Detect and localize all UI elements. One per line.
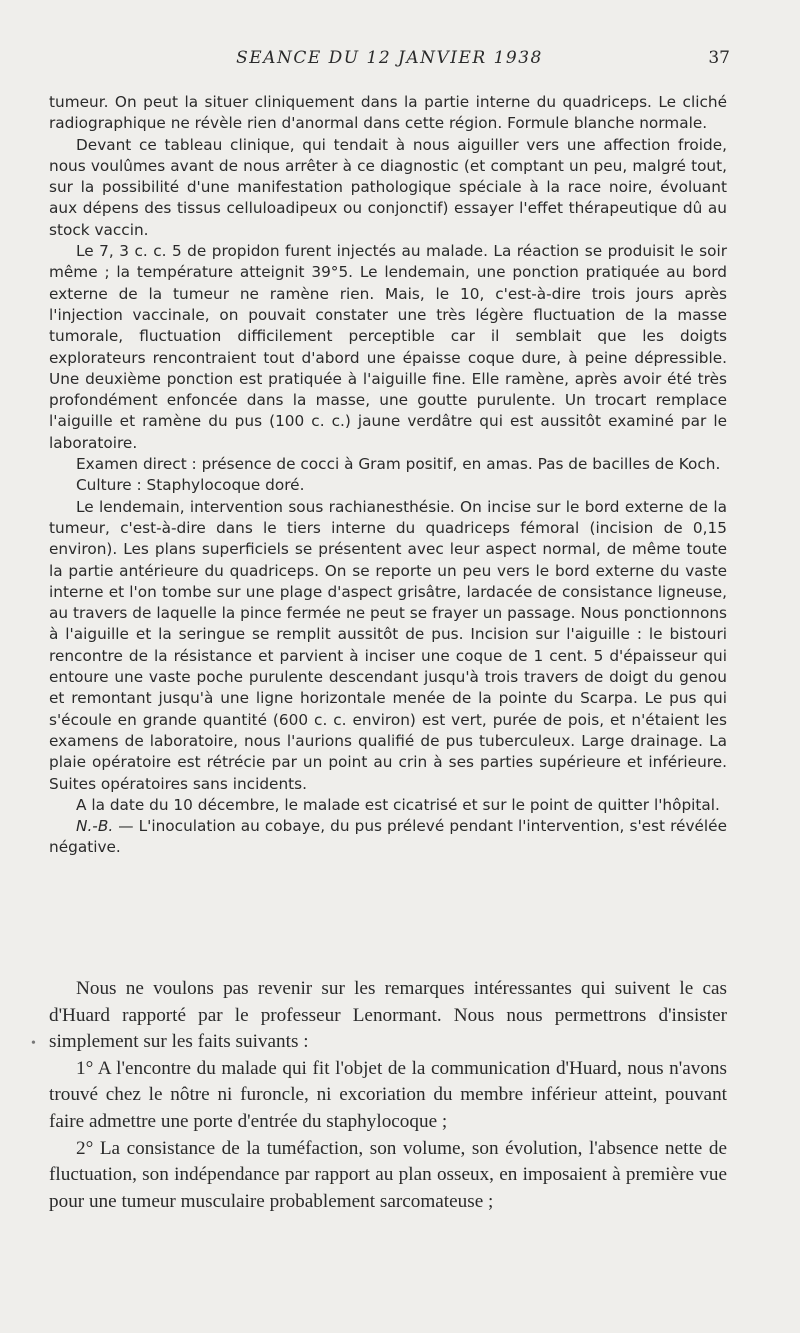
paragraph: Le lendemain, intervention sous rachianesthésie. On incise sur le bord externe de la tumeur, c'est-à-dire dans le tiers interne du quadriceps fémoral (incision de 0,15 environ). Les plans superficiels se présentent avec leur aspect normal, de même toute la partie antérieure du quadriceps. On se reporte un peu vers le bord externe du vaste interne et l'on tombe sur une plage d'aspect grisâtre, lardacée de consistance ligneuse, au travers de laquelle la pince fermée ne peut se frayer un passage. Nous ponctionnons à l'aiguille et la seringue se remplit aussitôt de pus. Incision sur l'aiguille : le bistouri rencontre de la résistance et parvient à inciser une coque de 1 cent. 5 d'épaisseur qui entoure une vaste poche purulente descendant jusqu'à trois travers de doigt du genou et remontant jusqu'à une ligne horizontale menée de la pointe du Scarpa. Le pus qui s'écoule en grande quantité (600 c. c. environ) est vert, purée de pois, et n'étaient les examens de laboratoire, nous l'aurions qualifié de pus tuberculeux. Large drainage. La plaie opératoire est rétrécie par un point au crin à ses parties supérieure et inférieure. Suites opératoires sans incidents. [49, 497, 727, 793]
note-text: — L'inoculation au cobaye, du pus prélevé pendant l'intervention, s'est révélée négative. [49, 817, 727, 857]
page-number: 37 [708, 48, 730, 68]
running-title: SEANCE DU 12 JANVIER 1938 [236, 48, 543, 68]
note-paragraph [49, 816, 727, 859]
paragraph: Examen direct : présence de cocci à Gram positif, en amas. Pas de bacilles de Koch. [76, 455, 721, 474]
running-header [49, 48, 730, 72]
paragraph: Le 7, 3 c. c. 5 de propidon furent injectés au malade. La réaction se produisit le soir même ; la température atteignit 39°5. Le lendemain, une ponction pratiquée au bord externe de la tumeur ne ramène rien. Mais, le 10, c'est-à-dire trois jours après l'injection vaccinale, on pouvait constater une très légère fluctuation de la masse tumorale, fluctuation difficilement perceptible car il semblait que les doigts explorateurs rencontraient tout d'abord une épaisse coque dure, à peine dépressible. Une deuxième ponction est pratiquée à l'aiguille fine. Elle ramène, après avoir été très profondément enfoncée dans la masse, une goutte purulente. Un trocart remplace l'aiguille et ramène du pus (100 c. c.) jaune verdâtre qui est aussitôt examiné par le laboratoire. [49, 242, 727, 452]
paragraph: Devant ce tableau clinique, qui tendait à nous aiguiller vers une affection froide, nous voulûmes avant de nous arrêter à ce diagnostic (et comptant un peu, malgré tout, sur la possibilité d'une manifestation pathologique spéciale à la race noire, évoluant aux dépens des tissus celluloadipeux ou conjonctif) essayer l'effet thérapeutique dû au stock vaccin. [49, 135, 727, 239]
margin-mark: • [31, 1036, 36, 1051]
paragraph: Nous ne voulons pas revenir sur les remarques intéressantes qui suivent le cas d'Huard rapporté par le professeur Lenormant. Nous nous permettrons d'insister simplement sur les faits suivants : [49, 978, 727, 1053]
note-label: N.-B. [76, 817, 114, 836]
case-report-section [49, 92, 727, 859]
paragraph: A la date du 10 décembre, le malade est cicatrisé et sur le point de quitter l'hôpital. [76, 795, 720, 814]
paragraph: tumeur. On peut la situer cliniquement dans la partie interne du quadriceps. Le cliché radiographique ne révèle rien d'anormal dans cette région. Formule blanche normale. [49, 93, 727, 133]
paragraph: Culture : Staphylocoque doré. [76, 476, 305, 495]
discussion-section [49, 976, 727, 1215]
paragraph: 1° A l'encontre du malade qui fit l'objet de la communication d'Huard, nous n'avons trouvé chez le nôtre ni furoncle, ni excoriation du membre inférieur atteint, pouvant faire admettre une porte d'entrée du staphylocoque ; [49, 1057, 727, 1132]
paragraph: 2° La consistance de la tuméfaction, son volume, son évolution, l'absence nette de fluctuation, son indépendance par rapport au plan osseux, en imposaient à première vue pour une tumeur musculaire probablement sarcomateuse ; [49, 1137, 727, 1212]
